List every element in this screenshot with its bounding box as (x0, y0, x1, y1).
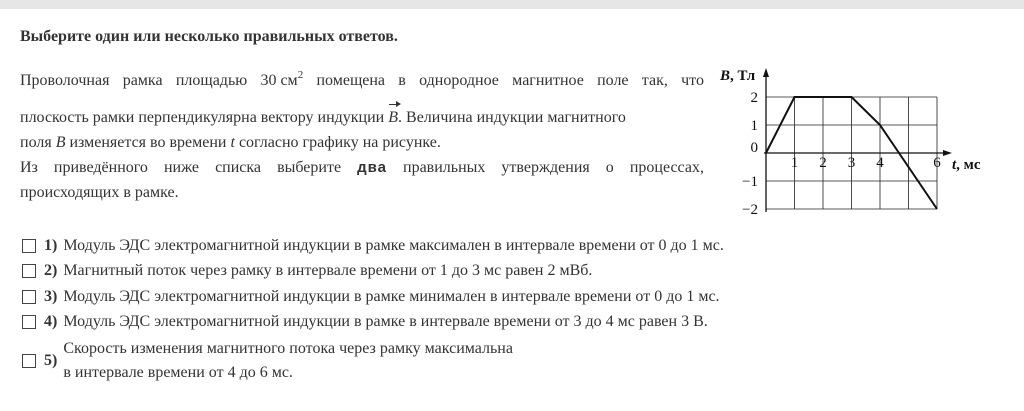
word: так, (641, 72, 668, 89)
answer-option-5[interactable] (22, 337, 513, 385)
top-bar (0, 0, 1024, 9)
y-axis-label: B, Тл (720, 68, 756, 84)
answer-2-text: Магнитный поток через рамку в интервале времени от 1 до 3 мс равен 2 мВб. (63, 262, 593, 279)
answer-1-checkbox[interactable] (22, 239, 36, 253)
problem-line-3: поля B изменяется во времени t согласно графику на рисунке. (20, 134, 441, 151)
x-tick-label: 4 (876, 155, 884, 171)
answer-3-number: 3) (44, 288, 58, 305)
answer-option-2[interactable] (22, 262, 592, 280)
answer-option-4[interactable] (22, 313, 708, 331)
answer-3-text: Модуль ЭДС электромагнитной индукции в рамке минимален в интервале времени от 0 до 1 мс. (63, 288, 720, 305)
word: помещена (316, 72, 386, 89)
x-tick-label: 3 (847, 155, 856, 171)
problem-line-4: Из приведённого ниже списка выберите два правильных утверждения о процессах, (20, 156, 704, 180)
answer-4-number: 4) (44, 313, 58, 330)
problem-line-1 (20, 69, 704, 93)
answer-option-1[interactable] (22, 237, 724, 255)
word: площадью (175, 72, 248, 89)
answer-option-3[interactable] (22, 288, 720, 306)
answer-1-number: 1) (44, 237, 58, 254)
answer-5-checkbox[interactable] (22, 354, 36, 368)
y-tick-label: 0 (750, 140, 758, 156)
problem-line-5: происходящих в рамке. (20, 184, 179, 201)
word: что (681, 72, 704, 89)
area-value: 30 $см^2$ (260, 69, 304, 89)
y-tick-label: 2 (750, 90, 758, 106)
x-tick-label: 6 (933, 155, 941, 171)
answer-4-text: Модуль ЭДС электромагнитной индукции в рамке в интервале времени от 3 до 4 мс равен 3 В. (63, 313, 708, 330)
answer-5-number: 5) (44, 352, 58, 369)
y-tick-label: −2 (742, 202, 758, 217)
x-tick-label: 2 (819, 155, 827, 171)
answer-5-text: Скорость изменения магнитного потока через рамку максимальна в интервале времени от 4 до 6 мс. (63, 340, 513, 381)
y-tick-label: 1 (750, 118, 758, 134)
answer-2-number: 2) (44, 262, 58, 279)
word: магнитное (512, 72, 584, 89)
answer-1-text: Модуль ЭДС электромагнитной индукции в рамке максимален в интервале времени от 0 до 1 мс. (63, 237, 724, 254)
y-tick-labels (742, 90, 758, 217)
problem-line-2: плоскость рамки перпендикулярна вектору индукции B. Величина индукции магнитного (20, 106, 626, 130)
x-tick-labels (791, 155, 942, 171)
answer-3-checkbox[interactable] (22, 290, 36, 304)
x-tick-label: 1 (790, 155, 799, 171)
question-instruction: Выберите один или несколько правильных ответов. (20, 28, 398, 45)
x-axis-label: t, мс (952, 157, 981, 173)
word: Проволочная (20, 72, 110, 89)
word: в (398, 72, 406, 89)
y-tick-label: −1 (742, 174, 758, 190)
word: рамка (122, 72, 163, 89)
x-axis-arrow (943, 150, 952, 156)
word: однородное (419, 72, 499, 89)
vector-b: B (388, 106, 398, 130)
y-axis-arrow (763, 68, 769, 77)
word: поле (597, 72, 629, 89)
b-vs-t-graph (714, 62, 1004, 217)
answer-4-checkbox[interactable] (22, 315, 36, 329)
answer-2-checkbox[interactable] (22, 264, 36, 278)
emphasis-two: два (357, 159, 387, 176)
